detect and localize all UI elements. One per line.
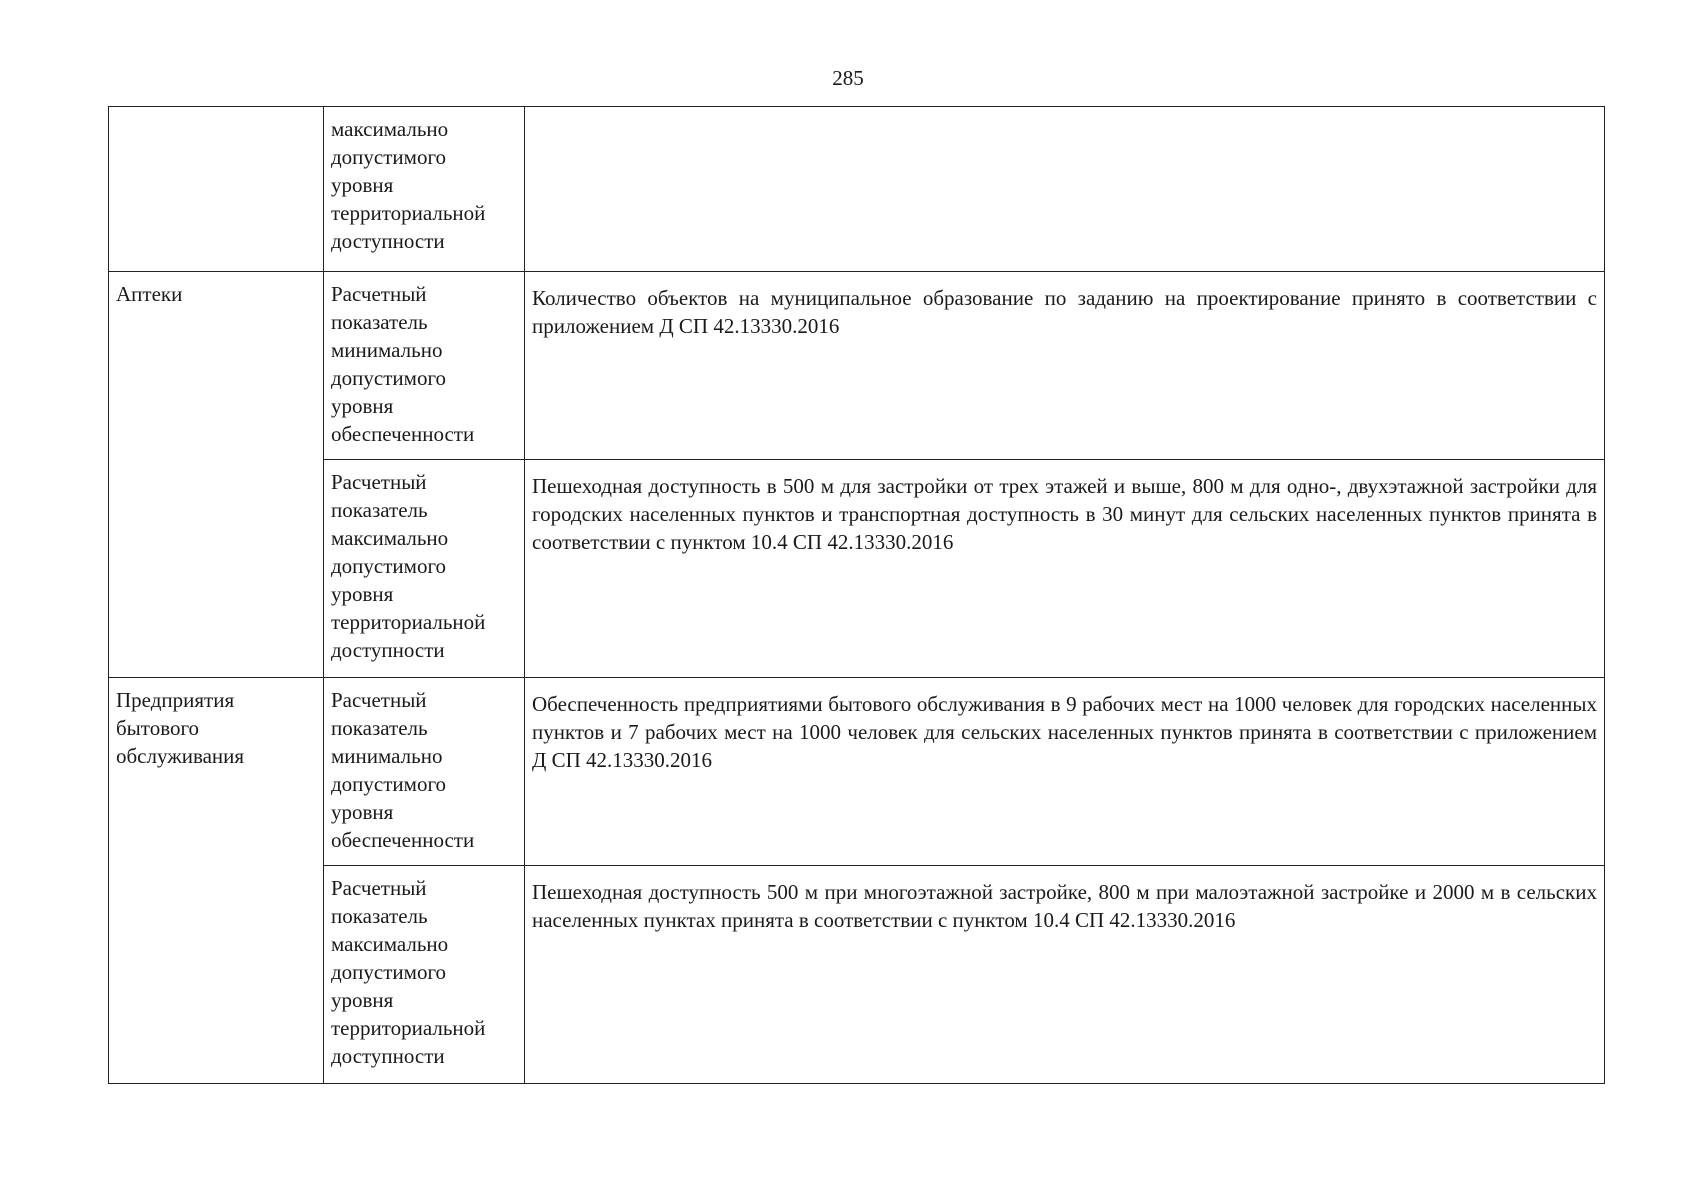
indicator-cell: Расчетный показатель минимально допустимого уровня обеспеченности [324, 272, 525, 460]
category-cell: Аптеки [109, 272, 324, 678]
table-row [109, 107, 1605, 272]
table-row [109, 678, 1605, 866]
category-cell [109, 107, 324, 272]
indicator-cell: Расчетный показатель минимально допустимого уровня обеспеченности [324, 678, 525, 866]
indicator-cell: максимально допустимого уровня территориальной доступности [324, 107, 525, 272]
standards-table [108, 106, 1605, 1084]
value-cell: Обеспеченность предприятиями бытового обслуживания в 9 рабочих мест на 1000 человек для городских населенных пунктов и 7 рабочих мест на 1000 человек для сельских населенных пунктов принята в соответствии с приложением Д СП 42.13330.2016 [525, 678, 1605, 866]
indicator-cell: Расчетный показатель максимально допустимого уровня территориальной доступности [324, 866, 525, 1084]
value-cell: Количество объектов на муниципальное образование по заданию на проектирование принято в соответствии с приложением Д СП 42.13330.2016 [525, 272, 1605, 460]
table-row [109, 866, 1605, 1084]
value-cell: Пешеходная доступность 500 м при многоэтажной застройке, 800 м при малоэтажной застройке и 2000 м в сельских населенных пунктах принята в соответствии с пунктом 10.4 СП 42.13330.2016 [525, 866, 1605, 1084]
table-row [109, 460, 1605, 678]
indicator-cell: Расчетный показатель максимально допустимого уровня территориальной доступности [324, 460, 525, 678]
value-cell: Пешеходная доступность в 500 м для застройки от трех этажей и выше, 800 м для одно-, двухэтажной застройки для городских населенных пунктов и транспортная доступность в 30 минут для сельских населенных пунктов принята в соответствии с пунктом 10.4 СП 42.13330.2016 [525, 460, 1605, 678]
category-cell: Предприятия бытового обслуживания [109, 678, 324, 1084]
page-number: 285 [832, 66, 864, 90]
table-row [109, 272, 1605, 460]
value-cell [525, 107, 1605, 272]
